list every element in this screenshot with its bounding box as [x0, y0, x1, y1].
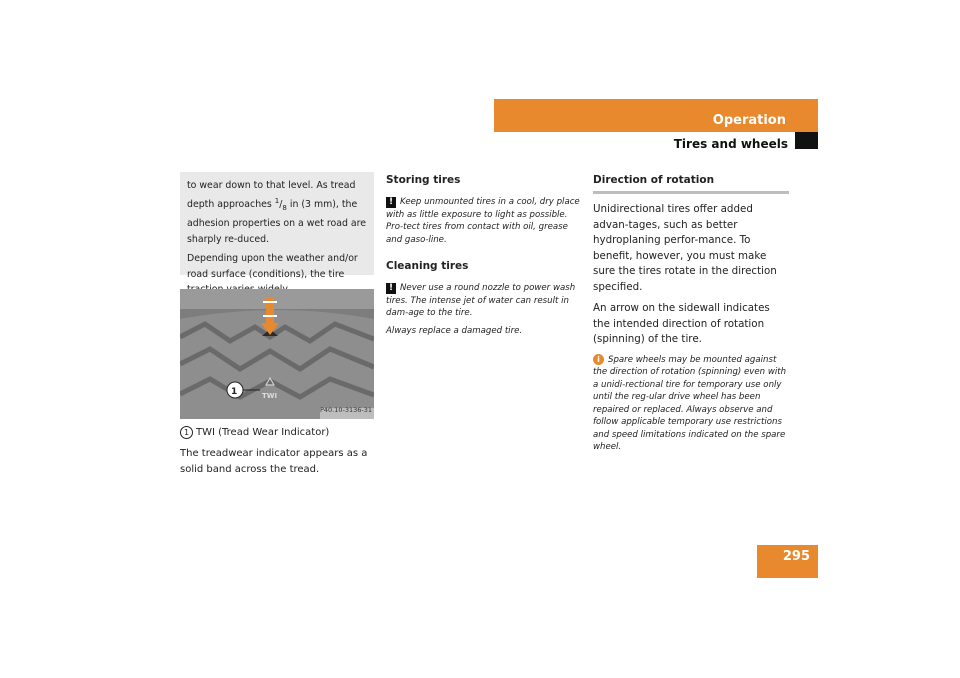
rotation-paragraph-1: Unidirectional tires offer added advan-tages, such as better hydroplaning perfor-mance. To benefit, however, you must make sure the tires rotate in the direction specified. — [593, 203, 777, 293]
heading-rule — [593, 191, 789, 194]
storing-tires-heading: Storing tires — [386, 174, 461, 186]
tread-wear-indicator-image — [180, 289, 374, 419]
continued-note-box — [180, 172, 374, 280]
warning-icon: ! — [386, 283, 396, 294]
caption-number-icon: 1 — [180, 426, 193, 439]
info-icon: i — [593, 354, 604, 365]
image-code: P40.10-3136-31 — [319, 406, 372, 414]
header-subtitle: Tires and wheels — [673, 137, 788, 151]
direction-of-rotation-heading: Direction of rotation — [593, 174, 715, 186]
header-band — [494, 99, 818, 132]
warning-icon: ! — [386, 197, 396, 208]
rotation-paragraph-2: An arrow on the sidewall indicates the intended direction of rotation (spinning) of the tire. — [593, 302, 770, 345]
spare-wheel-info-note: i Spare wheels may be mounted against the direction of rotation (spinning) even with a unidi-rectional tire for temporary use only until the reg-ular drive wheel has been repaired or replaced. Always observe and follow applicable temporary use restrictions and speed limitations indicated on the spare wheel. — [593, 354, 787, 452]
header-title: Operation — [712, 113, 786, 128]
image-caption: 1 TWI (Tread Wear Indicator) — [180, 425, 374, 441]
column-left — [180, 172, 374, 478]
column-right — [593, 172, 789, 459]
cleaning-tires-heading: Cleaning tires — [386, 260, 469, 272]
gray-box-paragraph-1: to wear down to that level. As tread depth approaches $^1/_8$ in (3 mm), the adhesion properties on a wet road are sharply re-duced. — [187, 180, 367, 245]
cleaning-warning-note-2: Always replace a damaged tire. — [386, 325, 523, 336]
twi-label: TWI — [262, 392, 278, 400]
treadwear-description: The treadwear indicator appears as a solid band across the tread. — [180, 448, 368, 475]
page-number: 295 — [782, 549, 810, 564]
gray-box-paragraph-2: Depending upon the weather and/or road surface (conditions), the tire — [187, 253, 358, 280]
page-number-box — [757, 545, 818, 578]
image-callout-number: 1 — [231, 387, 238, 397]
header-tab-marker — [795, 132, 818, 149]
storing-warning-note: ! Keep unmounted tires in a cool, dry place with as little exposure to light as possible. Pro-tect tires from contact with oil, grease and gaso-line. — [386, 197, 580, 245]
column-middle — [386, 172, 580, 342]
cleaning-warning-note: ! Never use a round nozzle to power wash tires. The intense jet of water can result in dam-age to the tire. — [386, 283, 576, 318]
